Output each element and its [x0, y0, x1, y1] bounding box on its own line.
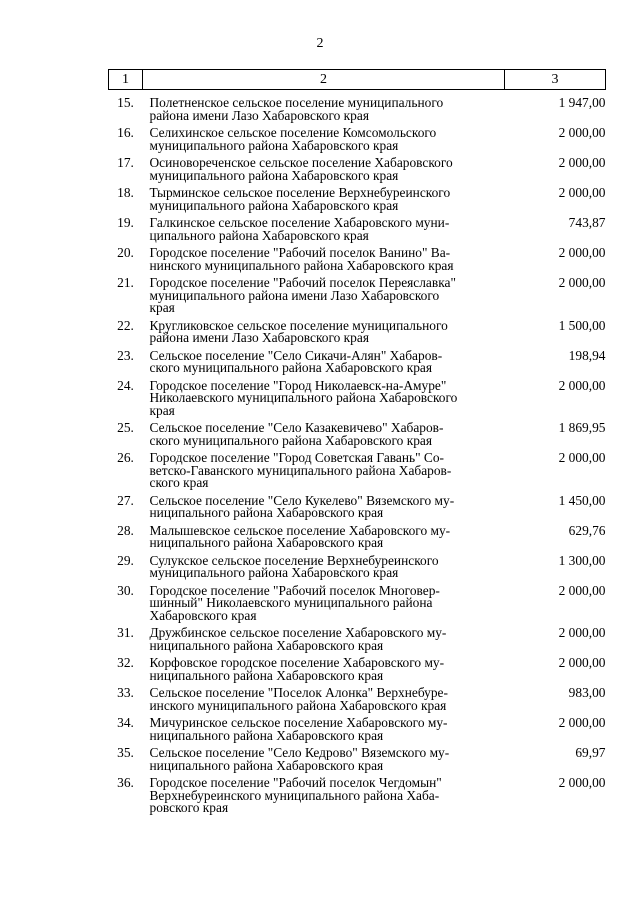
settlement-name — [143, 682, 505, 712]
amount: 1 869,95 — [558, 420, 606, 435]
amount: 1 500,00 — [558, 317, 606, 333]
table-row — [109, 772, 606, 815]
settlement-name — [143, 417, 505, 447]
settlement-name-line: Сельское поселение "Поселок Алонка" Верхнебуре- — [149, 685, 448, 700]
settlement-name-line: шинный" Николаевского муниципального района — [149, 595, 433, 610]
settlement-name-line: Верхнебуреинского муниципального района Хаба- — [149, 787, 440, 803]
row-number: 30. — [117, 582, 134, 598]
amount: 2 000,00 — [558, 377, 606, 393]
settlement-name-line: края — [149, 300, 175, 315]
settlement-name-line: Городское поселение "Город Николаевск-на-Амуре" — [149, 377, 447, 393]
settlement-name-line: ниципального района Хабаровского края — [149, 757, 384, 773]
settlement-name-line: Осиновореченское сельское поселение Хабаровского — [149, 155, 453, 170]
table-row — [109, 622, 606, 652]
table-row — [109, 242, 606, 272]
settlement-name-line: Сельское поселение "Село Сикачи-Алян" Хабаров- — [149, 347, 443, 363]
row-number: 32. — [117, 655, 134, 670]
settlement-name-line: Мичуринское сельское поселение Хабаровского му- — [149, 715, 448, 730]
amount: 1 947,00 — [558, 95, 606, 110]
amount: 2 000,00 — [558, 185, 606, 200]
row-number: 24. — [117, 377, 134, 393]
row-number: 18. — [117, 185, 134, 200]
settlement-name-line: ниципального района Хабаровского края — [149, 505, 384, 520]
settlement-name-line: Сулукское сельское поселение Верхнебуреинского — [149, 552, 439, 568]
table-header-row — [109, 70, 606, 90]
row-number: 21. — [117, 275, 134, 290]
settlement-name-line: Тырминское сельское поселение Верхнебуреинского — [149, 185, 451, 200]
settlement-name — [143, 212, 505, 242]
table-row — [109, 152, 606, 182]
settlement-name-line: ского муниципального района Хабаровского края — [149, 360, 433, 375]
row-number: 34. — [117, 715, 134, 730]
settlement-name-line: Селихинское сельское поселение Комсомольского — [149, 125, 437, 140]
settlement-name-line: Сельское поселение "Село Кукелево" Вяземского му- — [149, 492, 455, 508]
amount: 198,94 — [568, 347, 606, 363]
amount: 1 450,00 — [558, 492, 606, 508]
row-number: 25. — [117, 420, 134, 435]
table-row — [109, 212, 606, 242]
settlement-name-line: Кругликовское сельское поселение муниципального — [149, 317, 448, 333]
row-number: 35. — [117, 745, 134, 760]
table-row — [109, 182, 606, 212]
row-number: 36. — [117, 775, 134, 790]
amount: 1 300,00 — [558, 552, 606, 568]
settlement-name-line: ветско-Гаванского муниципального района Хабаров- — [149, 462, 452, 478]
row-number: 20. — [117, 245, 134, 260]
table-row — [109, 742, 606, 772]
amount: 2 000,00 — [558, 775, 606, 790]
settlement-name-line: Городское поселение "Рабочий поселок Многовер- — [149, 582, 440, 598]
table-row — [109, 550, 606, 580]
table-row — [109, 122, 606, 152]
settlement-name — [143, 652, 505, 682]
settlement-name-line: района имени Лазо Хабаровского края — [149, 330, 369, 345]
row-number: 23. — [117, 347, 134, 363]
table-row — [109, 90, 606, 123]
settlement-name — [143, 550, 505, 580]
settlement-name-line: Сельское поселение "Село Казакевичево" Хабаров- — [149, 420, 444, 435]
settlement-name-line: ниципального района Хабаровского края — [149, 637, 384, 653]
settlement-name-line: ниципального района Хабаровского края — [149, 535, 384, 550]
settlement-name-line: ниципального района Хабаровского края — [149, 727, 384, 743]
settlement-name-line: ского муниципального района Хабаровского края — [149, 432, 433, 448]
settlement-name — [143, 772, 505, 815]
amount: 69,97 — [575, 745, 606, 760]
settlement-name-line: Малышевское сельское поселение Хабаровского му- — [149, 522, 451, 538]
table-row — [109, 375, 606, 418]
amount: 2 000,00 — [558, 582, 606, 598]
settlements-table — [108, 69, 606, 815]
settlement-name — [143, 622, 505, 652]
settlement-name — [143, 122, 505, 152]
amount: 2 000,00 — [558, 715, 606, 730]
table-row — [109, 652, 606, 682]
table-row — [109, 580, 606, 623]
settlement-name-line: муниципального района Хабаровского края — [149, 197, 399, 213]
amount: 983,00 — [568, 685, 606, 700]
settlement-name-line: Дружбинское сельское поселение Хабаровского му- — [149, 625, 447, 640]
settlement-name-line: Сельское поселение "Село Кедрово" Вяземского му- — [149, 745, 450, 760]
settlement-name — [143, 490, 505, 520]
settlement-name — [143, 375, 505, 418]
settlement-name — [143, 90, 505, 123]
settlement-name-line: Городское поселение "Рабочий поселок Ванино" Ва- — [149, 245, 451, 260]
settlement-name-line: муниципального района Хабаровского края — [149, 565, 399, 580]
amount: 2 000,00 — [558, 125, 606, 140]
table-row — [109, 447, 606, 490]
amount: 2 000,00 — [558, 245, 606, 260]
settlement-name — [143, 182, 505, 212]
settlement-name — [143, 152, 505, 182]
settlement-name-line: муниципального района имени Лазо Хабаровского — [149, 287, 440, 303]
column-header-amount: 3 — [505, 70, 606, 90]
settlement-name — [143, 580, 505, 623]
settlement-name — [143, 447, 505, 490]
settlement-name-line: нинского муниципального района Хабаровского края — [149, 257, 454, 273]
table-row — [109, 520, 606, 550]
settlement-name-line: ровского края — [149, 800, 229, 815]
settlement-name-line: Городское поселение "Рабочий поселок Переяславка" — [149, 275, 456, 290]
settlement-name-line: Городское поселение "Город Советская Гавань" Со- — [149, 450, 445, 465]
settlement-name — [143, 712, 505, 742]
row-number: 33. — [117, 685, 134, 700]
amount: 2 000,00 — [558, 155, 606, 170]
settlement-name-line: Корфовское городское поселение Хабаровского му- — [149, 655, 445, 670]
amount: 2 000,00 — [558, 450, 606, 465]
table-row — [109, 712, 606, 742]
settlement-name — [143, 242, 505, 272]
page-number: 2 — [316, 36, 324, 51]
row-number: 22. — [117, 317, 134, 333]
settlement-name-line: Полетненское сельское поселение муниципального — [149, 95, 444, 110]
table-row — [109, 490, 606, 520]
table-row — [109, 345, 606, 375]
row-number: 19. — [117, 215, 134, 230]
settlement-name — [143, 315, 505, 345]
settlement-name-line: района имени Лазо Хабаровского края — [149, 107, 369, 123]
settlement-name-line: ципального района Хабаровского края — [149, 227, 369, 243]
row-number: 16. — [117, 125, 134, 140]
amount: 629,76 — [568, 522, 606, 538]
table-row — [109, 682, 606, 712]
settlement-name — [143, 345, 505, 375]
table-row — [109, 272, 606, 315]
settlement-name-line: края — [149, 402, 175, 418]
settlement-name-line: ниципального района Хабаровского края — [149, 667, 384, 683]
row-number: 31. — [117, 625, 134, 640]
settlement-name-line: муниципального района Хабаровского края — [149, 167, 399, 183]
settlement-name-line: Николаевского муниципального района Хабаровского — [149, 390, 458, 405]
settlement-name-line: Городское поселение "Рабочий поселок Чегдомын" — [149, 775, 442, 790]
settlement-name — [143, 742, 505, 772]
column-header-number: 1 — [109, 70, 143, 90]
table-row — [109, 417, 606, 447]
settlement-name-line: муниципального района Хабаровского края — [149, 137, 399, 153]
settlement-name-line: ского края — [149, 475, 209, 490]
amount: 2 000,00 — [558, 625, 606, 640]
column-header-name: 2 — [143, 70, 505, 90]
settlement-name-line: Хабаровского края — [149, 607, 257, 623]
settlement-name-line: инского муниципального района Хабаровского края — [149, 697, 447, 713]
row-number: 27. — [117, 492, 134, 508]
table-body — [109, 90, 606, 815]
row-number: 17. — [117, 155, 134, 170]
settlement-name-line: Галкинское сельское поселение Хабаровского муни- — [149, 215, 450, 230]
settlement-name — [143, 520, 505, 550]
settlement-name — [143, 272, 505, 315]
row-number: 28. — [117, 522, 134, 538]
amount: 2 000,00 — [558, 275, 606, 290]
row-number: 15. — [117, 95, 134, 110]
row-number: 29. — [117, 552, 134, 568]
table-row — [109, 315, 606, 345]
amount: 743,87 — [568, 215, 606, 230]
amount: 2 000,00 — [558, 655, 606, 670]
row-number: 26. — [117, 450, 134, 465]
